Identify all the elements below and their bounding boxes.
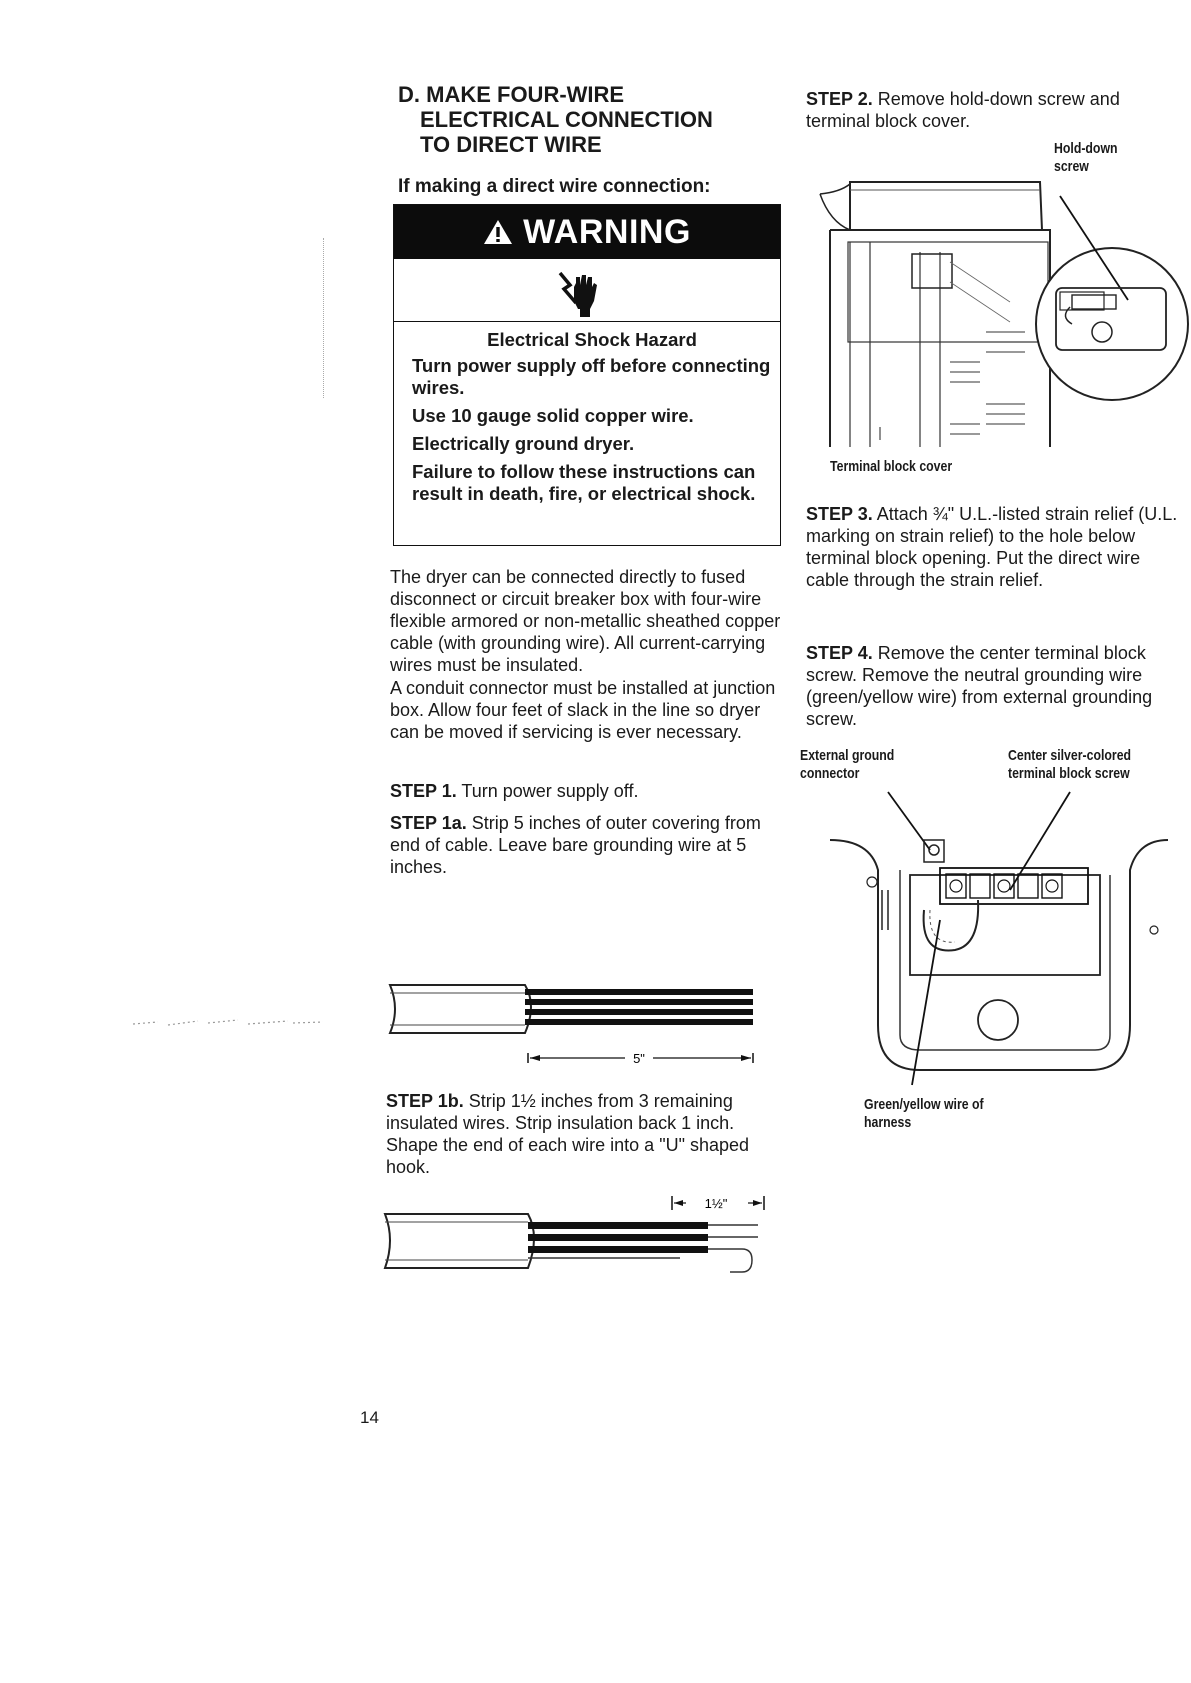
heading-line-1: D. MAKE FOUR-WIRE: [398, 82, 625, 107]
warning-title-bar: [394, 205, 780, 259]
terminal-block-harness-figure: [820, 780, 1180, 1105]
scan-artifact-line: [323, 238, 325, 398]
step-1b-text: Strip 1½ inches from 3 remaining insulated wires. Strip insulation back 1 inch. Shape the end of each wire into a "U" shaped hook.: [386, 1091, 750, 1177]
wire-hook-figure: [380, 1188, 780, 1298]
warning-title: WARNING: [523, 213, 691, 251]
step-3-label: STEP 3.: [806, 504, 873, 524]
scan-artifact-speckle: [128, 1012, 328, 1032]
warning-line-1: Turn power supply off before connecting wires.: [412, 355, 771, 398]
warning-box: [393, 204, 781, 546]
step-2: [806, 88, 1186, 132]
warning-hazard: Electrical Shock Hazard: [487, 329, 697, 350]
heading-line-2: ELECTRICAL CONNECTION: [420, 107, 713, 132]
step-1-label: STEP 1.: [390, 781, 457, 801]
step-1a-label: STEP 1a.: [390, 813, 467, 833]
step-4-label: STEP 4.: [806, 643, 873, 663]
step-3-text: Attach ¾" U.L.-listed strain relief (U.L. marking on strain relief) to the hole below terminal block opening. Put the direct wire cable through the strain relief.: [806, 504, 1178, 590]
electric-shock-icon: [394, 265, 780, 323]
fig1-dimension: 5": [633, 1051, 645, 1066]
warning-line-3: Electrically ground dryer.: [412, 433, 635, 454]
warning-divider: [394, 321, 780, 322]
cable-strip-5in-figure: [385, 975, 785, 1070]
step-1b-label: STEP 1b.: [386, 1091, 464, 1111]
caption-holddown-screw: Hold-down screw: [1054, 140, 1118, 175]
caption-center-screw: Center silver-colored terminal block screw: [1008, 747, 1132, 782]
step-1a: [390, 812, 790, 878]
warning-line-2: Use 10 gauge solid copper wire.: [412, 405, 694, 426]
step-1: [390, 780, 790, 802]
section-heading: [398, 82, 778, 157]
step-1a-text: Strip 5 inches of outer covering from end of cable. Leave bare grounding wire at 5 inches.: [390, 813, 761, 877]
caption-green-yellow-wire: Green/yellow wire of harness: [864, 1096, 984, 1131]
heading-line-3: TO DIRECT WIRE: [420, 132, 602, 157]
paragraph-1: The dryer can be connected directly to fused disconnect or circuit breaker box with four-wire flexible armored or non-metallic sheathed copper cable (with grounding wire). All current-carrying wires must be insulated.: [390, 567, 781, 675]
page-number: 14: [360, 1408, 379, 1427]
warning-text: [412, 329, 772, 511]
intro-text: If making a direct wire connection:: [398, 176, 711, 197]
step-3: [806, 503, 1186, 591]
paragraph-2: A conduit connector must be installed at junction box. Allow four feet of slack in the line so dryer can be moved if servicing is ever necessary.: [390, 678, 776, 742]
step-4-text: Remove the center terminal block screw. Remove the neutral grounding wire (green/yellow wire) from external grounding screw.: [806, 643, 1153, 729]
step-2-label: STEP 2.: [806, 89, 873, 109]
caption-terminal-block-cover: Terminal block cover: [830, 458, 953, 475]
warning-line-4: Failure to follow these instructions can result in death, fire, or electrical shock.: [412, 461, 756, 504]
step-1-text: Turn power supply off.: [456, 781, 639, 801]
terminal-block-cover-figure: [810, 172, 1190, 462]
fig2-dimension: 1½": [704, 1196, 728, 1211]
step-4: [806, 642, 1186, 730]
step-2-text: Remove hold-down screw and terminal block cover.: [806, 89, 1120, 131]
warning-triangle-icon: [483, 213, 523, 251]
step-1b: [386, 1090, 786, 1178]
caption-external-ground: External ground connector: [800, 747, 895, 782]
